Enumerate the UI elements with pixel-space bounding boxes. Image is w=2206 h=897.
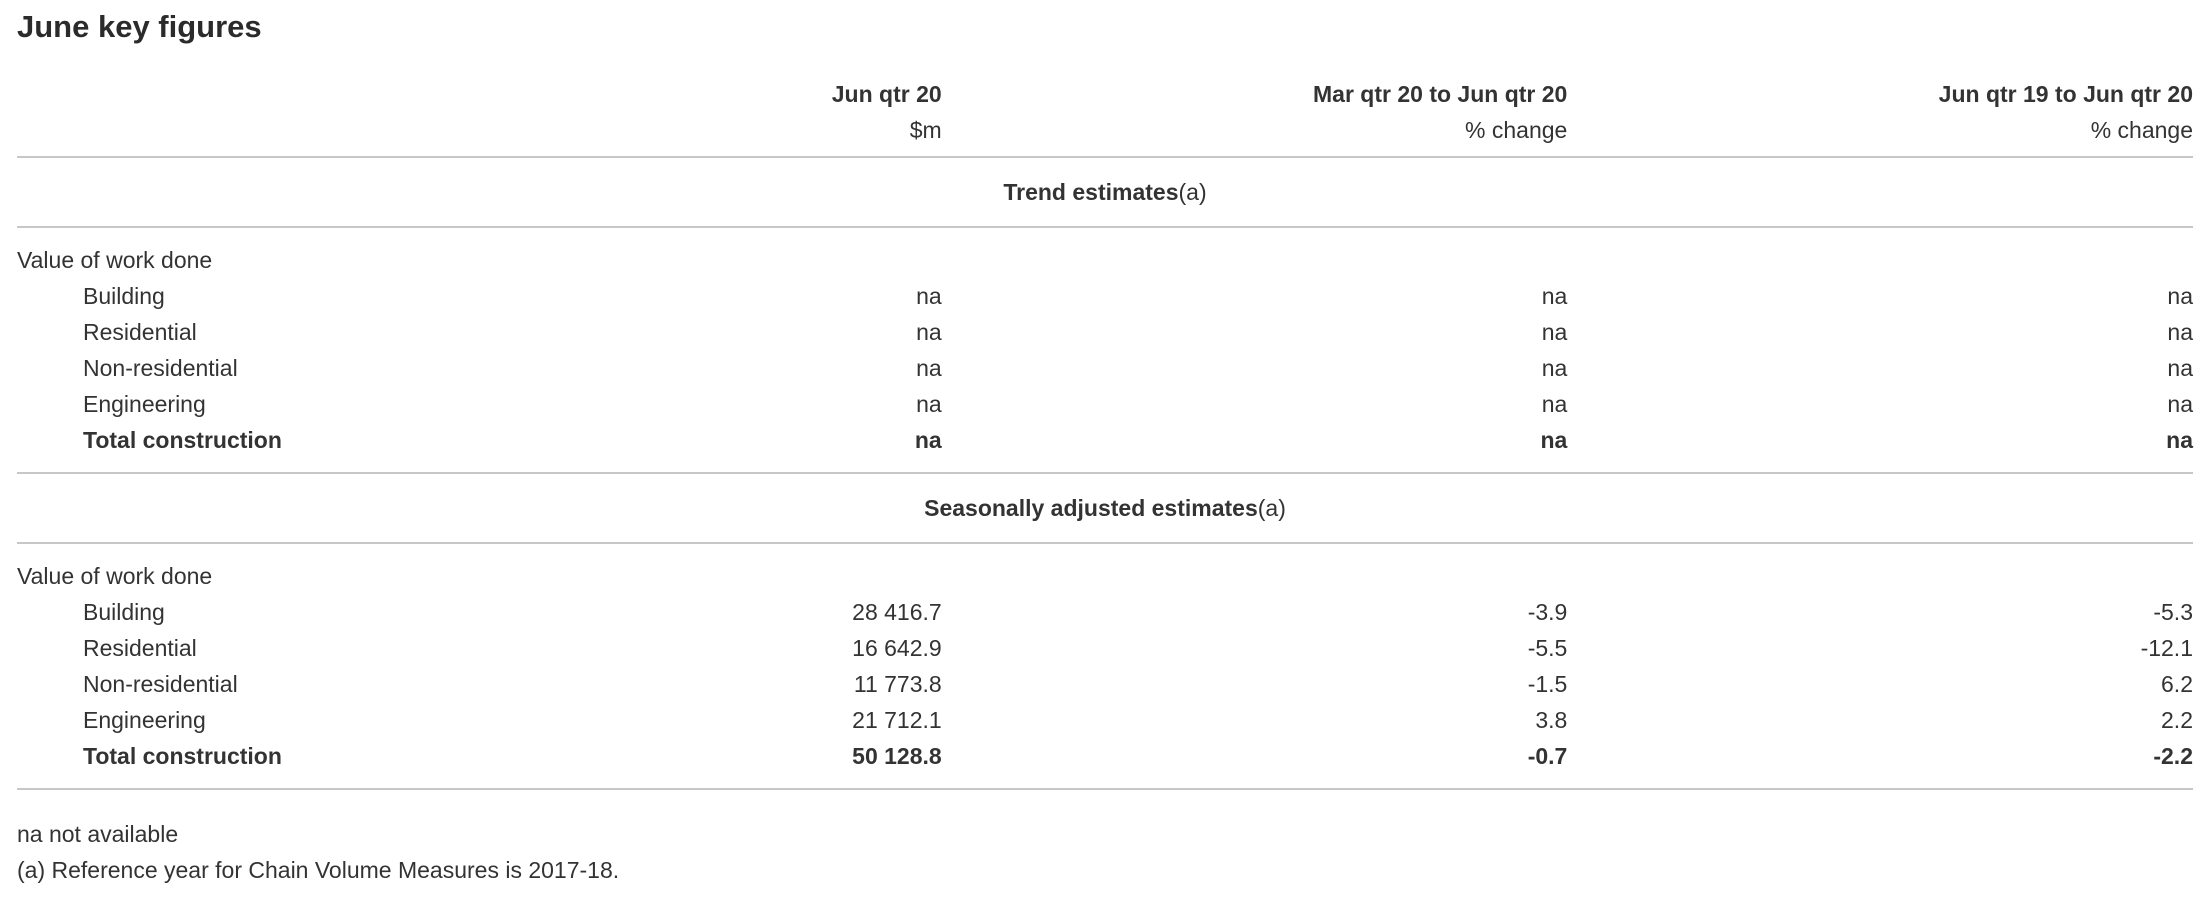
group-label-row — [17, 227, 2193, 278]
section-header — [17, 473, 2193, 543]
cell-value: 21 712.1 — [852, 707, 942, 733]
cell-value: 6.2 — [2161, 671, 2193, 697]
cell-value: na — [916, 283, 942, 309]
cell-value: na — [916, 355, 942, 381]
footnote: na not available — [17, 821, 179, 847]
table-row — [17, 314, 2193, 350]
row-label: Engineering — [83, 391, 206, 417]
col-unit: % change — [942, 112, 1568, 157]
cell-value: 16 642.9 — [852, 635, 942, 661]
cell-value: na — [916, 391, 942, 417]
unit-blank — [17, 112, 750, 157]
section-title: Seasonally adjusted estimates — [924, 495, 1258, 521]
header-blank — [17, 76, 750, 112]
cell-value: -2.2 — [1567, 738, 2193, 789]
cell-value: -1.5 — [1527, 671, 1568, 697]
row-label: Residential — [83, 319, 197, 345]
cell-value: -12.1 — [2140, 635, 2193, 661]
cell-value: -5.3 — [2153, 599, 2193, 625]
col-unit: % change — [1567, 112, 2193, 157]
row-label: Total construction — [17, 422, 750, 473]
cell-value: na — [2167, 283, 2193, 309]
footnotes — [17, 816, 619, 888]
cell-value: -3.9 — [1527, 599, 1568, 625]
cell-value: -5.5 — [1527, 635, 1568, 661]
group-label-row — [17, 543, 2193, 594]
cell-value: 3.8 — [1535, 707, 1568, 733]
row-label: Non-residential — [83, 671, 238, 697]
footnote: (a) Reference year for Chain Volume Measures is 2017-18. — [17, 857, 620, 883]
total-row — [17, 422, 2193, 473]
section-header-row — [17, 473, 2193, 543]
cell-value: 2.2 — [2161, 707, 2193, 733]
cell-value: na — [2167, 391, 2193, 417]
cell-value: 11 773.8 — [853, 671, 942, 697]
cell-value: 28 416.7 — [852, 599, 942, 625]
col-unit: $m — [750, 112, 942, 157]
cell-value: na — [942, 422, 1568, 473]
table-row — [17, 278, 2193, 314]
footnote-ref-link[interactable]: (a) — [1178, 179, 1207, 205]
row-label: Non-residential — [83, 355, 238, 381]
column-header-row — [17, 76, 2193, 112]
page-title: June key figures — [17, 9, 262, 44]
section-header-row — [17, 157, 2193, 227]
table-row — [17, 350, 2193, 386]
key-figures-table — [17, 76, 2193, 790]
row-label: Building — [83, 283, 165, 309]
table-row — [17, 630, 2193, 666]
col-heading: Mar qtr 20 to Jun qtr 20 — [1313, 81, 1568, 107]
col-heading: Jun qtr 20 — [831, 81, 942, 107]
footnote-ref-link[interactable]: (a) — [1257, 495, 1286, 521]
cell-value: na — [2167, 355, 2193, 381]
table-row — [17, 702, 2193, 738]
row-label: Total construction — [17, 738, 750, 789]
cell-value: na — [1567, 422, 2193, 473]
table-row — [17, 386, 2193, 422]
cell-value: na — [750, 422, 942, 473]
cell-value: na — [1541, 355, 1568, 381]
row-label: Engineering — [83, 707, 206, 733]
col-heading: Jun qtr 19 to Jun qtr 20 — [1938, 81, 2193, 107]
table-row — [17, 594, 2193, 630]
cell-value: na — [916, 319, 942, 345]
group-label: Value of work done — [17, 247, 213, 273]
cell-value: 50 128.8 — [750, 738, 942, 789]
section-title: Trend estimates — [1003, 179, 1179, 205]
cell-value: na — [2167, 319, 2193, 345]
total-row — [17, 738, 2193, 789]
unit-row — [17, 112, 2193, 157]
table-row — [17, 666, 2193, 702]
cell-value: -0.7 — [942, 738, 1568, 789]
cell-value: na — [1541, 283, 1568, 309]
cell-value: na — [1541, 319, 1568, 345]
section-header — [17, 157, 2193, 227]
cell-value: na — [1541, 391, 1568, 417]
group-label: Value of work done — [17, 563, 213, 589]
row-label: Building — [83, 599, 165, 625]
row-label: Residential — [83, 635, 197, 661]
